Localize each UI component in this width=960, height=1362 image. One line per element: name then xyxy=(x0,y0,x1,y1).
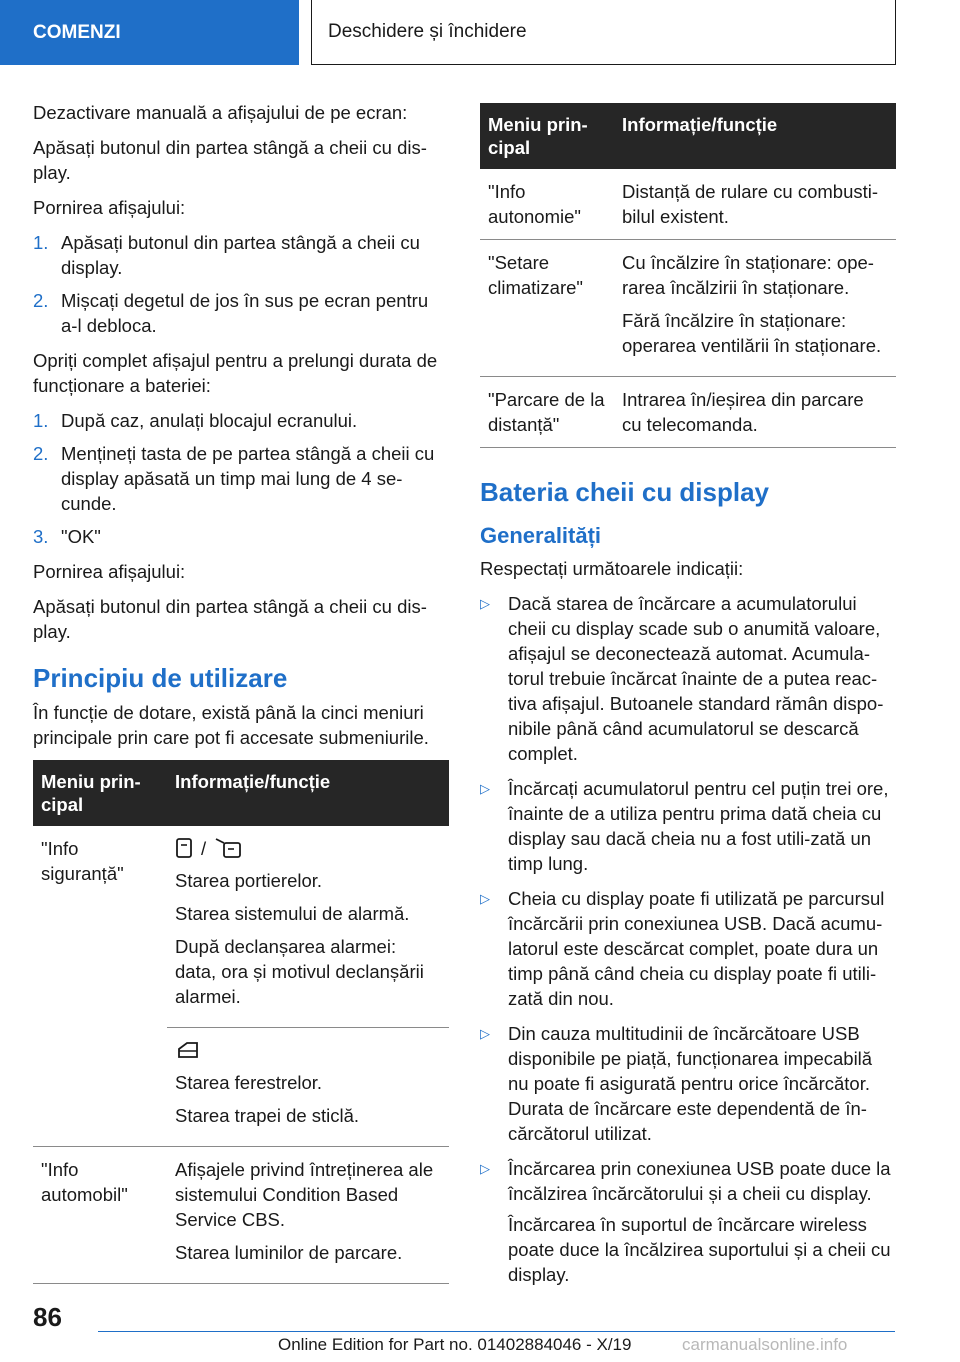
chapter-title: Deschidere și închidere xyxy=(328,21,527,42)
table-row xyxy=(480,169,896,240)
window-icons xyxy=(175,1038,441,1062)
info-line: Fără încălzire în staționare: operarea ventilării în staționare. xyxy=(622,310,882,356)
paragraph: Apăsați butonul din partea stângă a cheii cu dis‐play. xyxy=(33,137,427,183)
bullet-text: Încărcați acumulatorul pentru cel puțin trei ore, înainte de a utiliza pentru prima dată cheia cu display sau dacă cheia nu a fost utili‐zată un timp lung. xyxy=(508,778,889,874)
info-line: Cu încălzire în staționare: ope‐rarea încălzirii în staționare. xyxy=(622,252,874,298)
chapter-tab xyxy=(311,0,896,65)
icon-separator: / xyxy=(201,837,207,859)
info-line: După declanșarea alarmei: data, ora și motivul declanșării alarmei. xyxy=(175,936,424,1007)
menu-cell: "Info siguranță" xyxy=(33,826,167,1147)
list-item xyxy=(480,1021,896,1146)
triangle-bullet-icon: ▷ xyxy=(480,891,490,906)
triangle-bullet-icon: ▷ xyxy=(480,596,490,611)
footer-edition: Online Edition for Part no. 01402884046 - X/19 xyxy=(278,1335,632,1354)
step-number: 3. xyxy=(33,526,49,547)
door-closed-icon xyxy=(175,837,193,859)
paragraph: Respectați următoarele indicații: xyxy=(480,558,744,579)
list-item xyxy=(33,524,449,549)
triangle-bullet-icon: ▷ xyxy=(480,1026,490,1041)
bullet-list xyxy=(480,591,896,1287)
info-line: Afișajele privind întreținerea ale sistemului Condition Based Service CBS. xyxy=(175,1159,434,1230)
section-title: COMENZI xyxy=(33,21,121,43)
menu-cell: "Info autonomie" xyxy=(480,169,614,240)
list-item xyxy=(480,591,896,766)
step-text: După caz, anulați blocajul ecranului. xyxy=(61,410,358,431)
header-cell: Meniu prin‐cipal xyxy=(33,760,167,826)
page-number: 86 xyxy=(33,1302,62,1332)
paragraph: Pornirea afișajului: xyxy=(33,197,186,218)
table-header xyxy=(480,103,896,169)
step-number: 2. xyxy=(33,443,49,464)
list-item xyxy=(480,886,896,1011)
info-line: Starea trapei de sticlă. xyxy=(175,1105,360,1126)
table-row xyxy=(33,826,449,1028)
bullet-text: Dacă starea de încărcare a acumulatorului cheii cu display scade sub o anumită valoare, afișajul se deconectează automat. Acumula‐torul trebuie încărcat înainte de a putea reac‐tiva afișajul. Butoanele standard rămân dispo‐nibile până când acumulatorul se descarcă complet. xyxy=(508,593,884,764)
paragraph: Opriți complet afișajul pentru a prelungi durata de funcționare a bateriei: xyxy=(33,350,438,396)
step-list xyxy=(33,408,449,549)
table-row xyxy=(480,377,896,448)
header-cell: Meniu prin‐cipal xyxy=(480,103,614,169)
info-cell: Intrarea în/ieșirea din parcare cu telecomanda. xyxy=(614,377,896,448)
step-number: 1. xyxy=(33,232,49,253)
menu-cell: "Setare climatizare" xyxy=(480,240,614,377)
list-item xyxy=(33,441,449,516)
step-number: 1. xyxy=(33,410,49,431)
heading-generalitati: Generalități xyxy=(480,523,602,548)
section-tab xyxy=(0,0,299,65)
paragraph: Apăsați butonul din partea stângă a cheii cu dis‐play. xyxy=(33,596,427,642)
bullet-text: Cheia cu display poate fi utilizată pe parcursul încărcării prin conexiunea USB. Dacă acumu‐latorul este descărcat complet, poate dura un timp până când cheia cu display poate fi utili‐zată din nou. xyxy=(508,888,885,1009)
heading-baterie: Bateria cheii cu display xyxy=(480,477,770,507)
triangle-bullet-icon: ▷ xyxy=(480,781,490,796)
info-cell: Distanță de rulare cu combusti‐bilul existent. xyxy=(614,169,896,240)
window-icon xyxy=(175,1039,201,1061)
watermark: carmanualsonline.info xyxy=(682,1335,848,1354)
info-cell xyxy=(167,826,449,1028)
menu-table xyxy=(33,760,449,1284)
list-item xyxy=(480,776,896,876)
left-column xyxy=(33,100,449,1284)
info-line: Starea sistemului de alarmă. xyxy=(175,903,410,924)
bullet-text: Încărcarea prin conexiunea USB poate duce la încălzirea încărcătorului și a cheii cu display. xyxy=(508,1158,891,1204)
footer-divider xyxy=(98,1331,895,1332)
paragraph: Pornirea afișajului: xyxy=(33,561,186,582)
menu-cell: "Parcare de la distanță" xyxy=(480,377,614,448)
list-item xyxy=(480,1156,896,1287)
triangle-bullet-icon: ▷ xyxy=(480,1161,490,1176)
list-item xyxy=(33,230,449,280)
bullet-text: Încărcarea în suportul de încărcare wireless poate duce la încălzirea suportului și a cheii cu display. xyxy=(508,1214,891,1285)
step-text: Mișcați degetul de jos în sus pe ecran pentru a-l debloca. xyxy=(61,290,429,336)
table-header xyxy=(33,760,449,826)
right-column xyxy=(480,103,896,1297)
menu-cell: "Info automobil" xyxy=(33,1147,167,1284)
heading-principiu: Principiu de utilizare xyxy=(33,663,288,693)
info-line: Starea portierelor. xyxy=(175,870,323,891)
table-row xyxy=(33,1147,449,1284)
paragraph: În funcție de dotare, există până la cinci meniuri principale prin care pot fi accesate submeniurile. xyxy=(33,702,429,748)
info-cell xyxy=(167,1028,449,1147)
door-open-icon xyxy=(214,837,242,859)
door-icons xyxy=(175,836,441,860)
list-item xyxy=(33,408,449,433)
step-number: 2. xyxy=(33,290,49,311)
info-cell xyxy=(167,1147,449,1284)
info-line: Starea ferestrelor. xyxy=(175,1072,323,1093)
step-text: Mențineți tasta de pe partea stângă a cheii cu display apăsată un timp mai lung de 4 se‐cunde. xyxy=(61,443,435,514)
list-item xyxy=(33,288,449,338)
bullet-text: Din cauza multitudinii de încărcătoare USB disponibile pe piață, funcționarea impecabilă nu poate fi asigurată pentru orice încărcător. Durata de încărcare este dependentă de în‐cărcătorul utilizat. xyxy=(508,1023,873,1144)
paragraph: Dezactivare manuală a afișajului de pe ecran: xyxy=(33,102,408,123)
step-text: "OK" xyxy=(61,526,101,547)
header-cell: Informație/funcție xyxy=(167,760,449,826)
header-cell: Informație/funcție xyxy=(614,103,896,169)
menu-table xyxy=(480,103,896,448)
step-list xyxy=(33,230,449,338)
info-line: Starea luminilor de parcare. xyxy=(175,1242,403,1263)
table-row xyxy=(480,240,896,377)
info-cell xyxy=(614,240,896,377)
step-text: Apăsați butonul din partea stângă a cheii cu display. xyxy=(61,232,420,278)
